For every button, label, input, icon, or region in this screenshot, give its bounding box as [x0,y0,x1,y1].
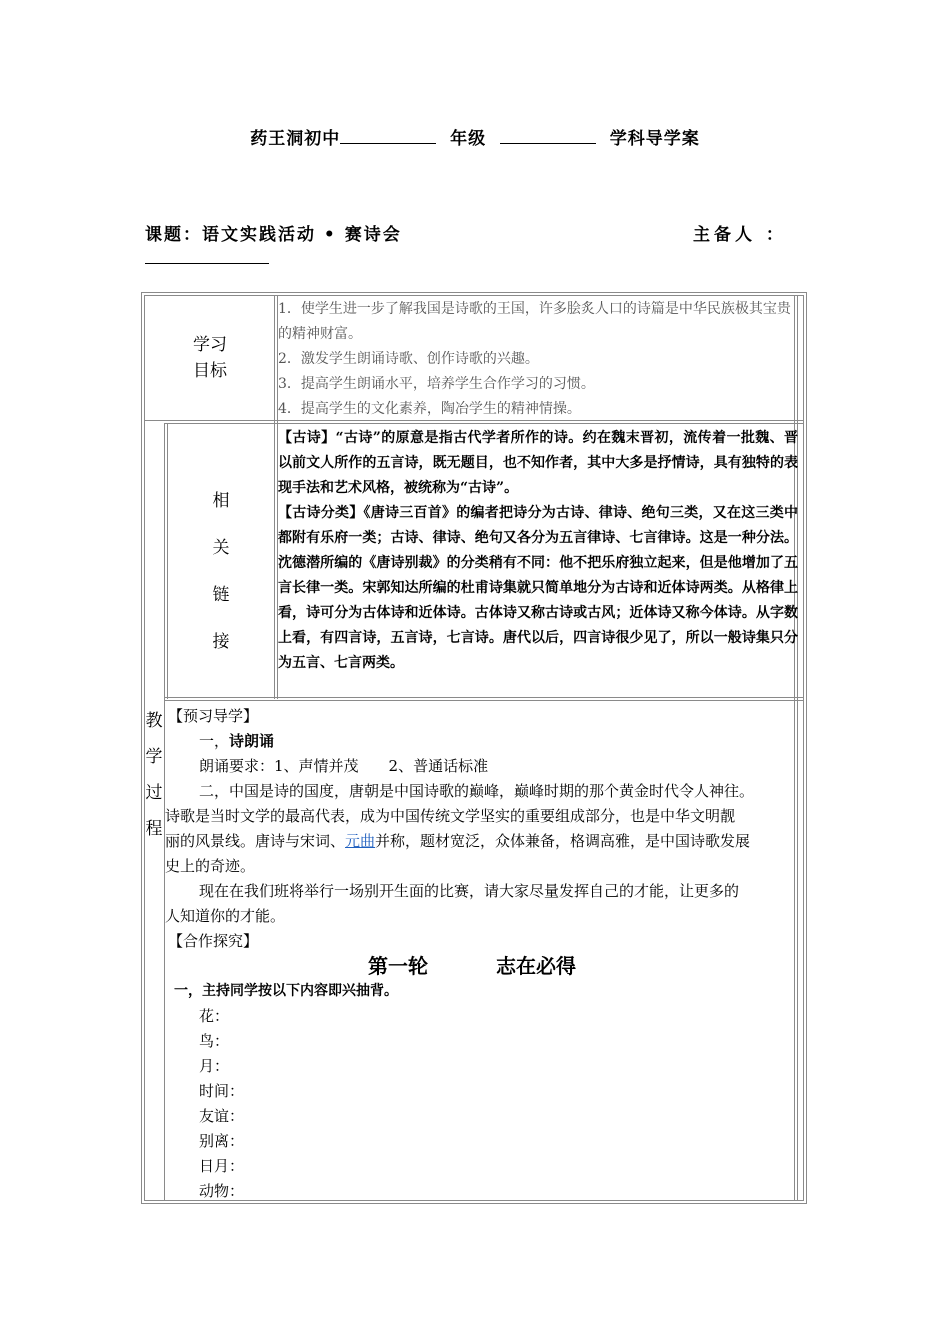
links-label: 相 关 链 接 [212,491,230,652]
subject-label: 学科导学案 [609,129,700,149]
row-divider [164,700,804,701]
category-item: 友谊： [199,1107,245,1125]
goal-item: 1．使学生进一步了解我国是诗歌的王国，许多脍炙人口的诗篇是中华民族极其宝贵的精神财富。 [278,301,791,342]
school-name: 药王洞初中 [250,129,341,149]
goal-item: 2．激发学生朗诵诗歌、创作诗歌的兴趣。 [278,351,539,367]
category-item: 月： [199,1057,230,1075]
item2-line: 二，中国是诗的国度，唐朝是中国诗歌的巅峰，巅峰时期的那个黄金时代令人神往。 [199,782,755,800]
grade-label: 年级 [450,129,487,149]
item2-line: 丽的风景线。唐诗与宋词、元曲并称，题材宽泛，众体兼备，格调高雅，是中国诗歌发展 [165,832,751,850]
item2-line: 史上的奇迹。 [165,857,256,875]
item2-line: 诗歌是当时文学的最高代表，成为中国传统文学坚实的重要组成部分，也是中华文明靓 [165,807,736,825]
links-content [278,426,798,676]
grade-blank [340,129,436,144]
row-divider [164,697,804,698]
recite-requirements: 朗诵要求：1、声情并茂 2、普通话标准 [199,757,489,775]
goals-label: 学习 目标 [193,335,227,381]
poetry-classification-paragraph: 【古诗分类】《唐诗三百首》的编者把诗分为古诗、律诗、绝句三类，又在这三类中都附有乐府一类；古诗、律诗、绝句又各分为五言律诗、七言律诗。这是一种分法。沈德潜所编的《唐诗别裁》的分类稍有不同：他不把乐府独立起来，但是他增加了五言长律一类。宋郭知达所编的杜甫诗集就只简单地分为古诗和近体诗两类。从格律上看，诗可分为古体诗和近体诗。古体诗又称古诗或古风；近体诗又称今体诗。从字数上看，有四言诗，五言诗，七言诗。唐代以后，四言诗很少见了，所以一般诗集只分为五言、七言两类。 [278,505,798,671]
goals-list [278,297,798,422]
process-label: 教 学 过 程 [145,711,163,839]
subject-blank [500,129,596,144]
competition-line: 人知道你的才能。 [165,907,286,925]
document-header [0,124,950,149]
category-item: 动物： [199,1182,245,1200]
item1-heading: 一，诗朗诵 [199,732,275,750]
host-instruction: 一，主持同学按以下内容即兴抽背。 [174,983,398,999]
preview-heading: 【预习导学】 [168,707,259,725]
category-item: 鸟： [199,1032,230,1050]
ancient-poetry-paragraph: 【古诗】“古诗”的原意是指古代学者所作的诗。约在魏末晋初，流传着一批魏、晋以前文人所作的五言诗，既无题目，也不知作者，其中大多是抒情诗，具有独特的表现手法和艺术风格，被统称为“古诗”。 [278,430,798,496]
competition-line: 现在在我们班将举行一场别开生面的比赛，请大家尽量发挥自己的才能，让更多的 [199,882,740,900]
preparer-blank [145,263,269,264]
goal-item: 4．提高学生的文化素养，陶冶学生的精神情操。 [278,401,581,417]
column-divider [274,295,275,699]
topic-label: 课题：语文实践活动 • 赛诗会 [145,225,402,245]
category-item: 别离： [199,1132,245,1150]
preparer-label: 主备人 ： [693,225,787,245]
category-item: 日月： [199,1157,245,1175]
goal-item: 3．提高学生朗诵水平，培养学生合作学习的习惯。 [278,376,595,392]
round-title: 第一轮 志在必得 [368,954,576,978]
category-item: 花： [199,1007,230,1025]
category-item: 时间： [199,1082,245,1100]
explore-heading: 【合作探究】 [168,932,259,950]
row-divider [164,423,804,424]
yuanqu-link[interactable]: 元曲 [345,832,376,850]
